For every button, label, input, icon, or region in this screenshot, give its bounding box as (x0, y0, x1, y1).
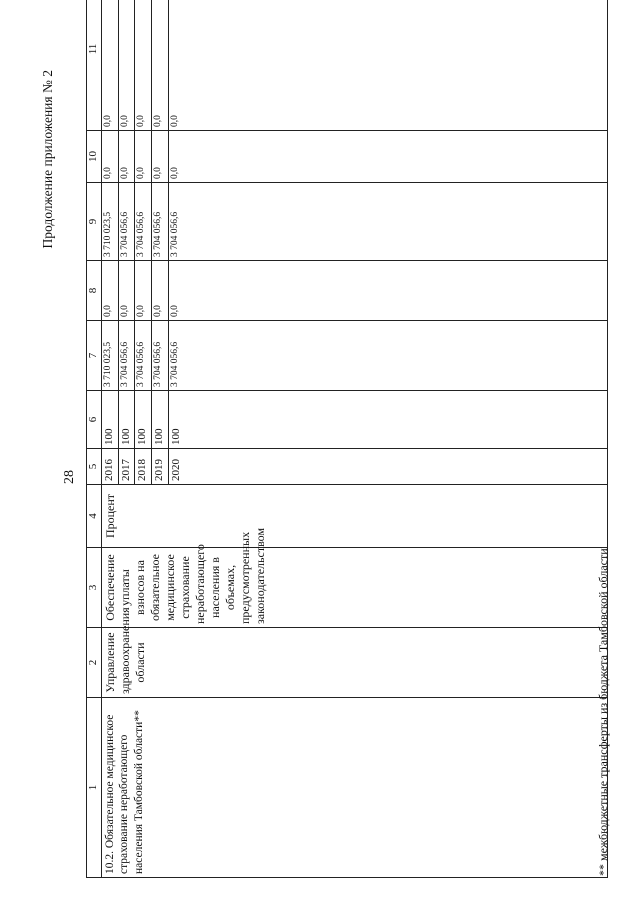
blank-cell (185, 321, 608, 391)
blank-cell (185, 0, 608, 131)
blank-cell (185, 449, 608, 485)
col8-cell: 0,0 (118, 261, 135, 321)
col8-cell: 0,0 (135, 261, 152, 321)
total-cell: 3 704 056,6 (135, 321, 152, 391)
col-header: 6 (87, 391, 102, 449)
value-cell: 100 (152, 391, 169, 449)
total-cell: 3 704 056,6 (168, 321, 184, 391)
measure-name-cell: 10.2. Обязательное медицинское страхование неработающего населения Тамбовской области** (101, 698, 607, 878)
year-cell: 2017 (118, 449, 135, 485)
year-cell: 2016 (101, 449, 118, 485)
col8-cell: 0,0 (152, 261, 169, 321)
col10-cell: 0,0 (168, 131, 184, 183)
col11-cell: 0,0 (152, 0, 169, 131)
footnote: ** межбюджетные трансферты из бюджета Тамбовской области (596, 548, 610, 876)
col-header: 1 (87, 698, 102, 878)
col-header: 4 (87, 485, 102, 548)
col9-cell: 3 710 023,5 (101, 183, 118, 261)
total-cell: 3 710 023,5 (101, 321, 118, 391)
program-table (86, 0, 608, 878)
col-header: 10 (87, 131, 102, 183)
year-cell: 2019 (152, 449, 169, 485)
col9-cell: 3 704 056,6 (152, 183, 169, 261)
col11-cell: 0,0 (101, 0, 118, 131)
year-cell: 2018 (135, 449, 152, 485)
indicator-cell: Обеспечение уплаты взносов на обязательное медицинское страхование неработающего населения в объемах, предусмотренных законодательством (101, 548, 607, 628)
column-number-row (87, 0, 102, 878)
table-row (101, 0, 118, 878)
col10-cell: 0,0 (118, 131, 135, 183)
appendix-continuation-note: Продолжение приложения № 2 (40, 70, 55, 249)
value-cell: 100 (135, 391, 152, 449)
col-header: 11 (87, 0, 102, 131)
col8-cell: 0,0 (101, 261, 118, 321)
value-cell: 100 (101, 391, 118, 449)
col-header: 2 (87, 628, 102, 698)
col-header: 9 (87, 183, 102, 261)
col11-cell: 0,0 (168, 0, 184, 131)
col10-cell: 0,0 (101, 131, 118, 183)
col10-cell: 0,0 (135, 131, 152, 183)
col-header: 5 (87, 449, 102, 485)
total-cell: 3 704 056,6 (118, 321, 135, 391)
col10-cell: 0,0 (152, 131, 169, 183)
total-cell: 3 704 056,6 (152, 321, 169, 391)
rotated-page (40, 43, 634, 886)
blank-cell (185, 391, 608, 449)
col8-cell: 0,0 (168, 261, 184, 321)
col-header: 8 (87, 261, 102, 321)
page-number: 28 (62, 470, 77, 484)
col-header: 3 (87, 548, 102, 628)
col9-cell: 3 704 056,6 (118, 183, 135, 261)
value-cell: 100 (168, 391, 184, 449)
col11-cell: 0,0 (135, 0, 152, 131)
value-cell: 100 (118, 391, 135, 449)
unit-cell: Процент (101, 485, 607, 548)
col11-cell: 0,0 (118, 0, 135, 131)
executor-cell: Управление здравоохранения области (101, 628, 607, 698)
blank-cell (185, 183, 608, 261)
blank-cell (185, 261, 608, 321)
col9-cell: 3 704 056,6 (135, 183, 152, 261)
blank-cell (185, 131, 608, 183)
col9-cell: 3 704 056,6 (168, 183, 184, 261)
col-header: 7 (87, 321, 102, 391)
year-cell: 2020 (168, 449, 184, 485)
